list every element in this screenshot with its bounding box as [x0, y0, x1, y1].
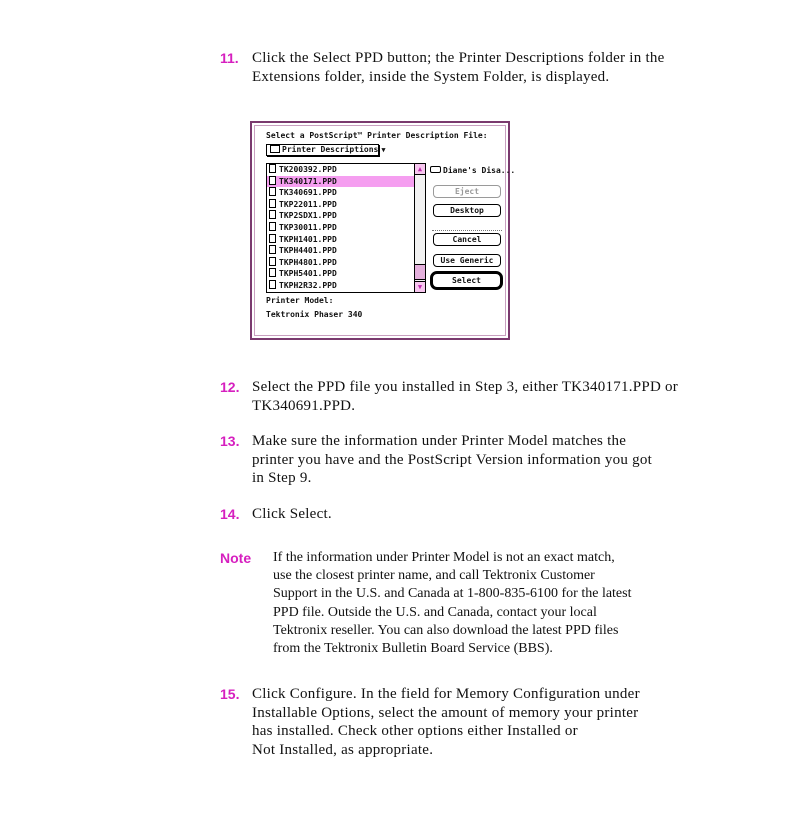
step-text: [252, 685, 722, 759]
file-list-item[interactable]: [267, 280, 425, 292]
step-number: 12.: [220, 379, 240, 395]
cancel-button[interactable]: Cancel: [433, 233, 501, 246]
file-list-scrollbar[interactable]: [414, 164, 425, 292]
folder-name: Printer Descriptions: [282, 145, 379, 154]
ppd-select-dialog: [250, 121, 516, 340]
step-line: Not Installed, as appropriate.: [252, 741, 434, 758]
document-icon: [269, 222, 276, 231]
use-generic-button[interactable]: Use Generic: [433, 254, 501, 267]
file-list-item[interactable]: [267, 210, 425, 222]
step-line: TK340691.PPD.: [252, 397, 356, 414]
document-icon: [269, 257, 276, 266]
step-line: Make sure the information under Printer Model matches the: [252, 433, 627, 449]
note-line: from the Tektronix Bulletin Board Service (BBS).: [273, 641, 553, 657]
step-number: 14.: [220, 506, 240, 522]
note-line: If the information under Printer Model is not an exact match,: [273, 550, 615, 565]
select-button[interactable]: Select: [430, 271, 503, 290]
file-name: TKPH1401.PPD: [279, 234, 337, 244]
desktop-button[interactable]: Desktop: [433, 204, 501, 217]
file-name: TKPH5401.PPD: [279, 269, 337, 279]
file-list-item[interactable]: [267, 268, 425, 280]
step-line: Click Configure. In the field for Memory Configuration under: [252, 686, 640, 702]
file-name: TKPH2R32.PPD: [279, 280, 337, 290]
scroll-down-arrow-icon[interactable]: ▼: [415, 281, 425, 292]
file-list-item[interactable]: [267, 222, 425, 234]
file-name: TKPH4401.PPD: [279, 246, 337, 256]
file-name: TKP22011.PPD: [279, 199, 337, 209]
eject-button[interactable]: Eject: [433, 185, 501, 198]
document-icon: [269, 176, 276, 185]
triangle-down-icon: ▼: [381, 146, 386, 154]
note-line: Tektronix reseller. You can also download the latest PPD files: [273, 622, 619, 638]
step-line: Installable Options, select the amount of memory your printer: [252, 704, 639, 721]
document-icon: [269, 280, 276, 289]
step-number: 11.: [220, 50, 239, 66]
dialog-title: Select a PostScript™ Printer Description File:: [266, 131, 488, 140]
step-text: [252, 432, 722, 488]
file-list-item[interactable]: [267, 187, 425, 199]
document-icon: [269, 245, 276, 254]
scroll-up-arrow-icon[interactable]: ▲: [415, 164, 425, 175]
printer-model-value: Tektronix Phaser 340: [266, 310, 363, 319]
folder-icon: [270, 145, 280, 153]
disk-name[interactable]: [430, 166, 515, 175]
note-text: [273, 549, 743, 658]
document-icon: [269, 199, 276, 208]
button-divider: [432, 230, 502, 231]
step-line: Click the Select PPD button; the Printer Descriptions folder in the: [252, 50, 665, 66]
step-line: Select the PPD file you installed in Step 3, either TK340171.PPD or: [252, 379, 679, 395]
disk-icon: [430, 166, 441, 173]
file-name: TK340691.PPD: [279, 188, 337, 198]
note-line: Support in the U.S. and Canada at 1-800-835-6100 for the latest: [273, 586, 632, 602]
file-list-item[interactable]: [267, 164, 425, 176]
file-name: TKP30011.PPD: [279, 222, 337, 232]
file-name: TKPH4801.PPD: [279, 257, 337, 267]
file-name: TKP2SDX1.PPD: [279, 211, 337, 221]
file-list-item[interactable]: [267, 257, 425, 269]
step-line: Click Select.: [252, 506, 332, 522]
step-line: in Step 9.: [252, 470, 312, 486]
printer-model-label: Printer Model:: [266, 296, 334, 305]
step-text: [252, 505, 722, 524]
disk-label: Diane's Disa...: [443, 166, 516, 175]
document-icon: [269, 210, 276, 219]
step-number: 15.: [220, 686, 240, 702]
file-list-item-selected[interactable]: [267, 176, 425, 188]
note-label: Note: [220, 550, 252, 566]
document-icon: [269, 234, 276, 243]
step-line: has installed. Check other options either Installed or: [252, 723, 578, 739]
file-list-item[interactable]: [267, 245, 425, 257]
step-line: Extensions folder, inside the System Folder, is displayed.: [252, 68, 610, 85]
document-icon: [269, 187, 276, 196]
step-line: printer you have and the PostScript Version information you got: [252, 451, 653, 468]
file-list-item[interactable]: [267, 234, 425, 246]
file-list[interactable]: [266, 163, 426, 293]
step-text: [252, 378, 722, 415]
step-text: [252, 49, 722, 86]
note-line: use the closest printer name, and call Tektronix Customer: [273, 568, 595, 584]
folder-popup-menu[interactable]: [266, 144, 386, 156]
step-number: 13.: [220, 433, 240, 449]
file-list-item[interactable]: [267, 199, 425, 211]
scroll-thumb[interactable]: [415, 264, 425, 280]
note-line: PPD file. Outside the U.S. and Canada, contact your local: [273, 604, 597, 620]
document-icon: [269, 164, 276, 173]
file-name: TK200392.PPD: [279, 165, 337, 174]
file-name: TK340171.PPD: [279, 176, 337, 186]
document-icon: [269, 268, 276, 277]
